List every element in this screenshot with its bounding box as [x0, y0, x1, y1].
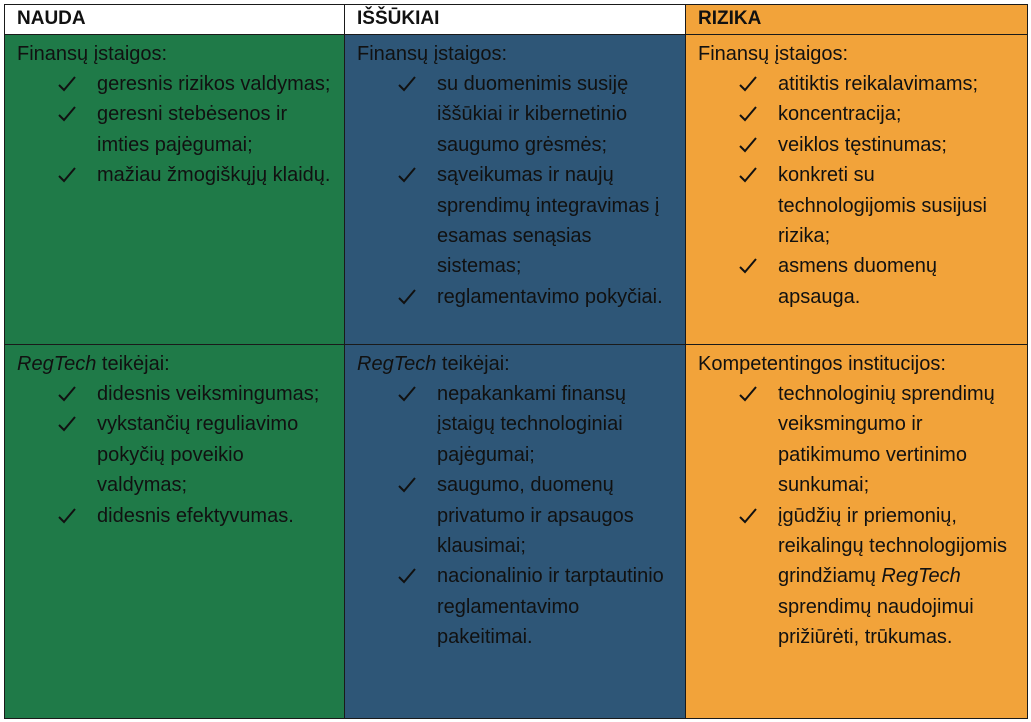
cell-title: Finansų įstaigos: — [698, 43, 849, 65]
list-item — [397, 561, 673, 652]
checkmark-icon — [57, 165, 77, 185]
list-item-text: nepakankami finansų įstaigų technologiniai pajėgumai; — [437, 383, 627, 466]
checkmark-icon — [57, 74, 77, 94]
row-regtech-providers — [5, 345, 1028, 719]
cell-title: Finansų įstaigos: — [357, 43, 508, 65]
checkmark-icon — [738, 384, 758, 404]
checkmark-icon — [738, 506, 758, 526]
cell-title-rest: teikėjai: — [96, 353, 170, 375]
list-item — [738, 501, 1015, 653]
list-item-text: geresnis rizikos valdymas; — [97, 73, 331, 95]
list-item-text: asmens duomenų apsauga. — [778, 255, 937, 308]
cell-issukiai-financial — [345, 35, 686, 345]
list-item-text: didesnis veiksmingumas; — [97, 383, 320, 405]
list-item — [57, 69, 332, 99]
list-item — [57, 409, 332, 500]
list-item-text: koncentracija; — [778, 103, 902, 126]
checkmark-icon — [397, 384, 417, 404]
cell-title-rest: teikėjai: — [436, 353, 510, 375]
checkmark-icon — [397, 165, 417, 185]
header-rizika: RIZIKA — [686, 5, 1028, 35]
check-list — [698, 69, 1015, 312]
check-list — [357, 69, 673, 312]
checkmark-icon — [738, 135, 758, 155]
list-item — [738, 251, 1015, 312]
checkmark-icon — [57, 506, 77, 526]
checkmark-icon — [738, 104, 758, 124]
cell-nauda-financial — [5, 35, 345, 345]
list-item — [397, 69, 673, 160]
list-item-text: vykstančių reguliavimo pokyčių poveikio valdymas; — [97, 413, 299, 497]
list-item-text: konkreti su technologijomis susijusi rizika; — [778, 164, 987, 248]
list-item-text: atitiktis reikalavimams; — [778, 73, 979, 95]
list-item-text: nacionalinio ir tarptautinio reglamentavimo pakeitimai. — [437, 565, 664, 649]
list-item-text: reglamentavimo pokyčiai. — [437, 285, 663, 308]
checkmark-icon — [397, 74, 417, 94]
list-item — [57, 501, 332, 531]
cell-issukiai-regtech — [345, 345, 686, 719]
regtech-term: RegTech — [17, 353, 97, 375]
checkmark-icon — [738, 256, 758, 276]
list-item — [738, 379, 1015, 501]
list-item — [57, 160, 332, 190]
regtech-term: RegTech — [881, 565, 961, 588]
checkmark-icon — [738, 165, 758, 185]
list-item-text: mažiau žmogiškųjų klaidų. — [97, 164, 331, 187]
list-item-text-b: sprendimų naudojimui prižiūrėti, trūkumas. — [778, 595, 974, 649]
row-financial-institutions — [5, 35, 1028, 345]
checkmark-icon — [57, 384, 77, 404]
check-list — [17, 379, 332, 531]
list-item — [738, 160, 1015, 251]
cell-title: Finansų įstaigos: — [17, 43, 168, 65]
regtech-term: RegTech — [357, 353, 437, 375]
header-row — [5, 5, 1028, 35]
checkmark-icon — [57, 414, 77, 434]
checkmark-icon — [57, 104, 77, 124]
list-item — [738, 99, 1015, 129]
checkmark-icon — [397, 287, 417, 307]
list-item-text: didesnis efektyvumas. — [97, 504, 294, 527]
list-item — [397, 160, 673, 282]
header-nauda: NAUDA — [5, 5, 345, 35]
checkmark-icon — [397, 566, 417, 586]
list-item-text: veiklos tęstinumas; — [778, 133, 947, 156]
list-item — [57, 99, 332, 160]
check-list — [357, 379, 673, 653]
list-item-text: geresni stebėsenos ir imties pajėgumai; — [97, 103, 288, 156]
list-item-text: su duomenimis susiję iššūkiai ir kibernetinio saugumo grėsmės; — [437, 73, 629, 156]
checkmark-icon — [738, 74, 758, 94]
cell-title: Kompetentingos institucijos: — [698, 353, 946, 375]
list-item — [397, 282, 673, 312]
list-item-text: sąveikumas ir naujų sprendimų integravimas į esamas senąsias sistemas; — [437, 164, 660, 278]
check-list — [698, 379, 1015, 653]
cell-title — [17, 349, 332, 379]
list-item — [397, 379, 673, 470]
list-item — [397, 470, 673, 561]
list-item-text-a: įgūdžių ir priemonių, reikalingų technologijomis grindžiamų — [778, 504, 1008, 588]
list-item — [738, 69, 1015, 99]
comparison-table — [4, 4, 1028, 719]
header-issukiai: IŠŠŪKIAI — [345, 5, 686, 35]
cell-rizika-financial — [686, 35, 1028, 345]
cell-rizika-authorities — [686, 345, 1028, 719]
list-item-text: technologinių sprendimų veiksmingumo ir patikimumo vertinimo sunkumai; — [778, 383, 995, 497]
list-item-text: saugumo, duomenų privatumo ir apsaugos klausimai; — [437, 474, 634, 558]
cell-nauda-regtech — [5, 345, 345, 719]
list-item — [738, 130, 1015, 160]
checkmark-icon — [397, 475, 417, 495]
list-item — [57, 379, 332, 409]
cell-title — [357, 349, 673, 379]
check-list — [17, 69, 332, 191]
